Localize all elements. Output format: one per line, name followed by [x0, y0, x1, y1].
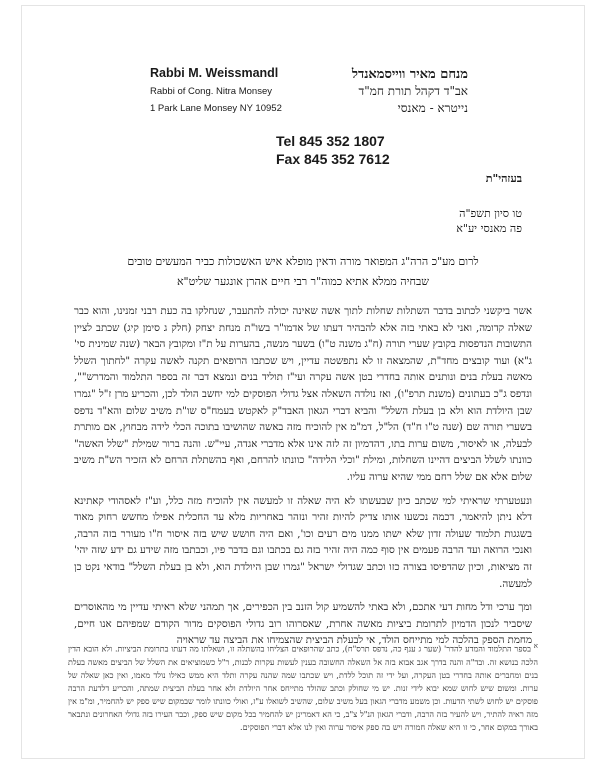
- addressee-line-1: לרום מע"כ הרה"ג המפואר מורה ודאין מופלא איש האשכולות כביר המעשים טובים: [127, 255, 479, 268]
- bsd-heading: בעזהי"ת: [485, 172, 522, 185]
- contact-block: [276, 132, 390, 168]
- hebrew-date: טו סיון תשפ"ה: [459, 207, 522, 220]
- hebrew-letterhead: [288, 66, 468, 117]
- addressee-block: [112, 252, 494, 292]
- congregation-english: Rabbi of Cong. Nitra Monsey: [150, 86, 272, 97]
- address-english: 1 Park Lane Monsey NY 10952: [150, 103, 282, 114]
- congregation-hebrew: אב"ד דקהל תורת חמ"ד: [358, 84, 468, 98]
- fax-number: Fax 845 352 7612: [276, 151, 390, 167]
- letter-body: [74, 304, 532, 657]
- footnote: [68, 640, 538, 734]
- body-paragraph-3: ומך ערכי ודל מחות דעי אתכם, ולא באתי להשמיע קול הזנב בין הכפירים, אך תמהני שלא ראיתי עדיין מי מהאוסרים שיסביר לנכון הדמיון לתרומת ביציות מאשה אחרת, שאסרוהו רוב גדולי הפוסקים מדור הקודם שמפיהם אנו חיים, מחמת הספק בהלכה למי מתייחס הולד, אי לבעלת הביצית שהצמיחו את הביצה עד שראויה: [74, 602, 532, 647]
- body-paragraph-2: ונעטערתי שראיתי למי שכתב כיון שבעשתו לא היה שאלה זו למעשה אין להוכיח מזה כלל, וע"ז לאסהודי קאתינא דלא ניתן להיאמר, דכמה נכשעו אותו צדיק להיות זהיר ונזהר באחריות מלא עד החכלית אפילו מחשש רחוק מאוד בשגגות תלמוד שעולה זדון שלא ישתו ממנו מים רעים וכו', ואם היה חושש שיש בזה איסור ח"ו מעורר בזה הרבה, ואנכי הרואה ועד הרבה פעמים אין סוף כמה היה זהיר בזה גם בכתבו וגם בדבר פיו, וכבתבו מזה שידע גם ידע שזה יהי' זה מציאות, וכיון שהדפיסו בצורה כזו וכתב שגדולי ישראל "גמרו שבן היולדת הוא, ולא בן בעלת השלל" בודאי נקט כן למעשה.: [74, 495, 532, 590]
- rabbi-name-english: Rabbi M. Weissmandl: [150, 66, 279, 80]
- addressee-line-2: שבחיה ממלא אתיא כמוה"ר רבי חיים אהרן אונגער שליט"א: [176, 275, 430, 288]
- body-paragraph-1: אשר ביקשני לכתוב בדבר השתלות שחלות לתוך אשה שאינה יכולה להתעבר, שנחלקו בה כעת רבני זמנינו, והוא כבר שאלה קדומה, ואני לא באתי בזה אלא להבהיר דעתו של אדמו"ר בשו"ת מנחת יצחק (חלק ג סימן קיג) שכתב לציין התשובות הנדפסות בקובץ שערי תורה (ח"ג משנה ט"ו) בשער מנשה, בהערות על ת"ז ומקובץ הבאר (שנה שמינית סי' ג"א) ועוד קובצים מחד"ת, שהמצאה זו לא נתפשטה עדיין, ויש שכתבו הרופאים תקנה לאשה עקרה "לחתוך השלל מאשה בעלת בנים ונותנים אותה בחדרי בטן אשה עקרה ועי"ז תוליד בנים ונמצא דבר זה בספר התלמוד והמדרש"", ונדפס ג"כ בעתונים (משנת תרפ"ו), ואז נולדה השאלה אצל גדולי הפוסקים למי יחשב הולד לכן, והכריע מרן ז"ל "גמרו שבן היולדת הוא ולא בן בעלת השלל" והביא דברי הגאון האבד"ק לאקטש בעמח"ס שו"ת משיב שלום והא"ד נדפס בשערי תורה שם (שנה ט"ו ח"ד) הל"ל, דמ"מ אין להוכיח מזה באשה שהושיבו בתוכה הכלי לידה מבחוץ, אם מותרת לבעלה, או לאיסור, משום ערות בתו, דהדמיון זה לזה אינו אלא מדברי אגדה, עיי"ש. והנה ברור שמילת "שלל האשה" כוונתו לשלל הביצים דהיינו השחלות, ומילת "וכלי הלידה" כוונתו להרחם, ואף בהשתלת הרחם לא הזכיר הש"ת משיב שלום אלא אם שלל רחם ממי שהיא ערוה עליו.: [74, 306, 532, 483]
- date-block: [456, 206, 522, 236]
- letter-page: [22, 6, 584, 758]
- footnote-divider: [272, 632, 532, 633]
- place-line: פה מאנסי יע"א: [456, 222, 522, 235]
- footnote-marker: א: [533, 642, 538, 650]
- telephone-number: Tel 845 352 1807: [276, 133, 385, 149]
- footnote-text: בספר התלמוד והמדע להדר' (שער ג ענף כה, נדפס תרס"ח), כתב שהרופאים הצליחו בהשתלה זו, ושאלתו מה דעתו בתרומת הביציות. ולא הובא הדין הלכה בנושא זה. ובד"ה והנה בדרך אגב אבוא בזה אל השאלה החשובה בענין לעשות עקרות לבנות, ר"ל כשמוציאים את השלל של הביצים מאשה בעלת בנים ומחברים אותה בחדרי בטן העקרה, ועל ידי זה תוכל ללדת, ויש שכתבו שמה שהנה עקרה ותלד היא ממש כאילו נולד מאמו, ואין כאן שאלה של ערות. ומשום שיש לחוש שמא יבוא לידי זנות. יש מי שחולק וכתב שהולד מתייחס אחר היולדת ולא אחר בעלת הביצית שמתה, והכריע דלדעת הרבה פוסקים יש לחוש לשתי הדעות. וכן משמע מדברי הגאון בעל משיב שלום, שהשיב לשואלו ע"ז, ואולי כוונתו לומר שבמקום שיש ספק יש להחמיר, ומ"מ אין מזה ראיה להתיר, ויש להעיר בזה הרבה, ודברי הגאון הנ"ל צ"ב, כי הא דאמרינן יש להחמיר בכל מקום שיש ספק, וכבר העירו בזה גדולי האחרונים ונתבאר באורך במקום אחר, כי זו היא שאלה חמורה ויש בה ספק איסור ערוה ואין לנו אלא דברי הפוסקים.: [68, 644, 538, 732]
- location-hebrew: נייטרא - מאנסי: [397, 101, 468, 115]
- rabbi-name-hebrew: מנחם מאיר ווייסמאנדל: [351, 67, 468, 82]
